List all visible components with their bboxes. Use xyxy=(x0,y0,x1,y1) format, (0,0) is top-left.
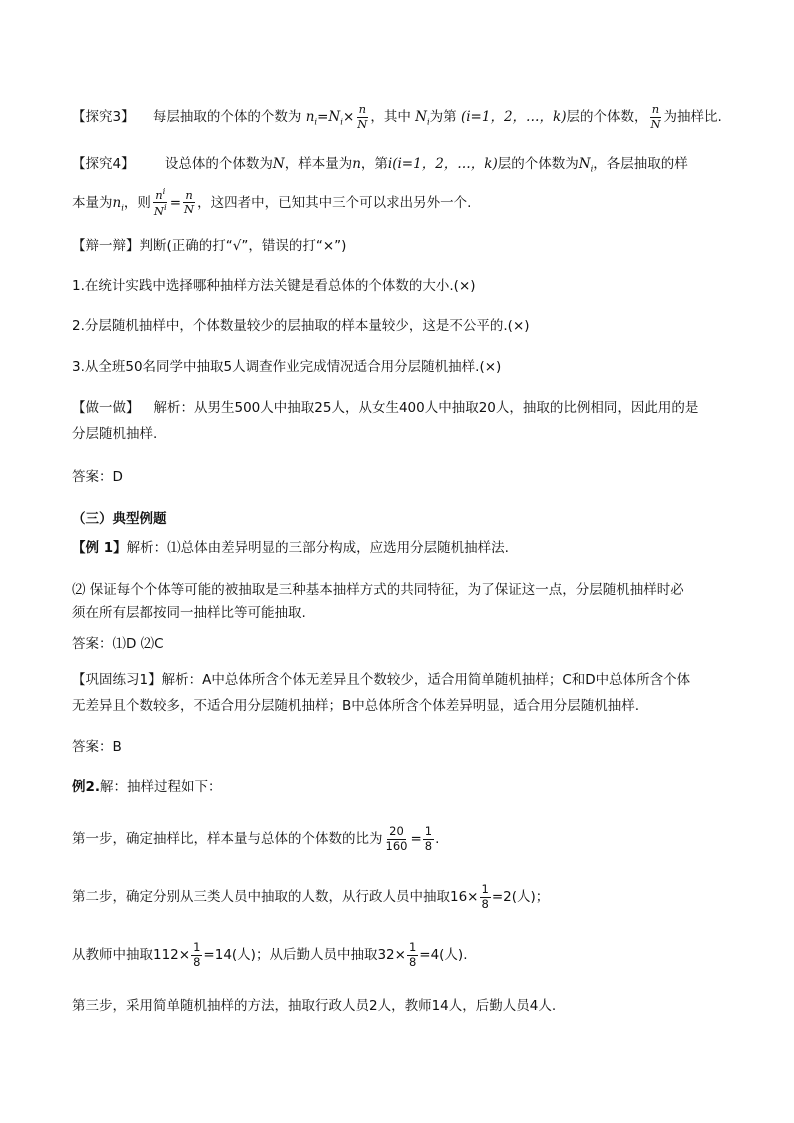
example1-answer: 答案：⑴D ⑵C xyxy=(72,636,164,652)
tryit-answer: 答案：D xyxy=(72,469,123,485)
example1-line3: 须在所有层都按同一抽样比等可能抽取. xyxy=(72,605,306,621)
example1-tag: 【例 1】 xyxy=(72,540,127,556)
example2-intro-line: 例2.解：抽样过程如下： xyxy=(72,779,222,795)
ratio-fraction: $\frac{n}{N}$ xyxy=(357,102,368,131)
example1-line2: ⑵ 保证每个个体等可能的被抽取是三种基本抽样方式的共同特征，为了保证这一点，分层随机抽样时必 xyxy=(72,582,684,598)
explore3-line: 【探究3】 每层抽取的个体的个数为 $n_i=N_i\times$ $\frac{n}{N}$ ，其中 $N_i$为第 (i=1，2，…，k)层的个体数， $\frac{n}{N}$ 为抽样比. xyxy=(72,102,722,131)
debate-tag: 【辩一辩】 xyxy=(72,238,140,254)
explore4-line2: 本量为$n_i$，则 $\frac{n^i}{N^i}$ = $\frac{n}{N}$ ，这四者中，已知其中三个可以求出另外一个. xyxy=(72,187,472,219)
tryit-line1: 【做一做】 解析：从男生500人中抽取25人，从女生400人中抽取20人，抽取的比例相同，因此用的是 xyxy=(72,400,699,416)
tryit-tag: 【做一做】 xyxy=(72,400,140,416)
debate-item: 3.从全班50名同学中抽取5人调查作业完成情况适合用分层随机抽样.(×) xyxy=(72,359,502,375)
debate-item: 2.分层随机抽样中，个体数量较少的层抽取的样本量较少，这是不公平的.(×) xyxy=(72,318,530,334)
practice1-line1: 【巩固练习1】解析：A中总体所含个体无差异且个数较少，适合用简单随机抽样；C和D中总体所含个体 xyxy=(72,672,691,688)
debate-heading: 【辩一辩】判断(正确的打“√”，错误的打“×”) xyxy=(72,238,347,254)
practice1-answer: 答案：B xyxy=(72,739,122,755)
i-range: (i=1，2，…，k) xyxy=(460,109,567,125)
example2-step4: 第三步，采用简单随机抽样的方法，抽取行政人员2人，教师14人，后勤人员4人. xyxy=(72,998,557,1014)
example2-step2: 第二步，确定分别从三类人员中抽取的人数，从行政人员中抽取16× $\frac{1}{8}$ =2(人)； xyxy=(72,882,550,911)
ratio-n-over-N: $\frac{n}{N}$ xyxy=(184,187,195,217)
var-n: n xyxy=(305,109,315,125)
practice1-line2: 无差异且个数较多，不适合用分层随机抽样；B中总体所含个体差异明显，适合用分层随机抽样. xyxy=(72,698,640,714)
explore3-text-a: 每层抽取的个体的个数为 xyxy=(152,109,302,125)
fraction-1-8: $\frac{1}{8}$ xyxy=(481,882,489,911)
fraction-1-8: $\frac{1}{8}$ xyxy=(193,940,201,969)
explore4-tag: 【探究4】 xyxy=(72,156,135,172)
example1-line1: 【例 1】解析：⑴总体由差异明显的三部分构成，应选用分层随机抽样法. xyxy=(72,540,509,556)
fraction-1-8: $\frac{1}{8}$ xyxy=(408,940,417,969)
fraction-20-160: $\frac{20}{160}$ xyxy=(385,824,408,853)
explore4-line1: 【探究4】 设总体的个体数为N，样本量为n，第i(i=1，2，…，k)层的个体数为$N_i$，各层抽取的样 xyxy=(72,156,688,175)
debate-item: 1.在统计实践中选择哪种抽样方法关键是看总体的个体数的大小.(×) xyxy=(72,278,476,294)
practice1-tag: 【巩固练习1】 xyxy=(72,672,162,688)
example2-step3: 从教师中抽取112× $\frac{1}{8}$ =14(人)；从后勤人员中抽取32× $\frac{1}{8}$ =4(人). xyxy=(72,940,468,969)
fraction-1-8: $\frac{1}{8}$ xyxy=(424,824,433,853)
example2-step1: 第一步，确定抽样比，样本量与总体的个体数的比为 $\frac{20}{160}$ = $\frac{1}{8}$ . xyxy=(72,824,440,853)
section-title: （三）典型例题 xyxy=(72,511,167,527)
ratio-ni-over-Ni: $\frac{n^i}{N^i}$ xyxy=(153,187,167,219)
example2-tag: 例2. xyxy=(72,779,101,795)
explore3-tag: 【探究3】 xyxy=(72,109,135,125)
tryit-line2: 分层随机抽样. xyxy=(72,426,158,442)
sampling-ratio-fraction: $\frac{n}{N}$ xyxy=(650,102,661,131)
